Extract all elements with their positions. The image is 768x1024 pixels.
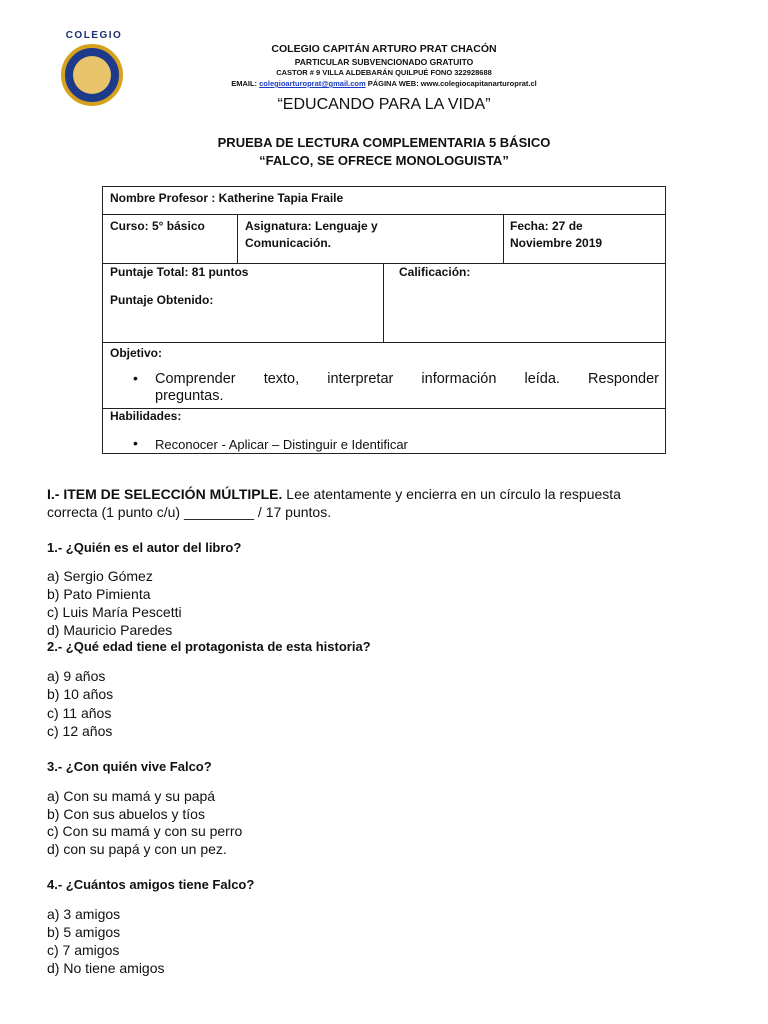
table-divider — [103, 342, 665, 343]
bullet-icon: • — [133, 435, 138, 451]
q4-option-d[interactable]: d) No tiene amigos — [47, 960, 165, 976]
school-name: COLEGIO CAPITÁN ARTURO PRAT CHACÓN — [271, 43, 497, 55]
question-4: 4.- ¿Cuántos amigos tiene Falco? — [47, 877, 255, 892]
objective-line-2: preguntas. — [155, 388, 224, 404]
email-label: EMAIL: — [231, 79, 260, 88]
question-3: 3.- ¿Con quién vive Falco? — [47, 759, 212, 774]
skills-label: Habilidades: — [110, 409, 182, 423]
bullet-icon: • — [133, 370, 138, 386]
test-title: PRUEBA DE LECTURA COMPLEMENTARIA 5 BÁSICO — [217, 135, 551, 150]
objective-line-1: Comprender texto, interpretar información leída. Responder — [155, 371, 659, 387]
q1-option-a[interactable]: a) Sergio Gómez — [47, 568, 153, 584]
skills-text: Reconocer - Aplicar – Distinguir e Identificar — [155, 437, 408, 452]
grade-label: Calificación: — [399, 265, 471, 279]
date-line-2: Noviembre 2019 — [510, 236, 603, 250]
table-divider — [503, 214, 504, 263]
q1-option-b[interactable]: b) Pato Pimienta — [47, 586, 151, 602]
table-divider — [103, 408, 665, 409]
school-logo — [54, 30, 134, 120]
q2-option-a[interactable]: a) 9 años — [47, 668, 106, 684]
q2-option-b[interactable]: b) 10 años — [47, 686, 114, 702]
q4-option-a[interactable]: a) 3 amigos — [47, 906, 121, 922]
q1-option-c[interactable]: c) Luis María Pescetti — [47, 604, 182, 620]
obtained-score: Puntaje Obtenido: — [110, 293, 214, 307]
email-link[interactable]: colegioarturoprat@gmail.com — [259, 79, 366, 88]
logo-word: COLEGIO — [65, 30, 123, 41]
total-score: Puntaje Total: 81 puntos — [110, 265, 249, 279]
course: Curso: 5° básico — [110, 219, 205, 233]
book-title: “FALCO, SE OFRECE MONOLOGUISTA” — [259, 153, 509, 168]
q3-option-a[interactable]: a) Con su mamá y su papá — [47, 788, 216, 804]
q4-option-c[interactable]: c) 7 amigos — [47, 942, 120, 958]
q2-option-c[interactable]: c) 11 años — [47, 705, 112, 721]
date-line-1: Fecha: 27 de — [510, 219, 583, 233]
section-title: I.- ITEM DE SELECCIÓN MÚLTIPLE. — [47, 486, 283, 502]
school-motto: “EDUCANDO PARA LA VIDA” — [277, 96, 491, 113]
info-table — [102, 186, 666, 454]
instructions-line-1: Lee atentamente y encierra en un círculo la respuesta — [282, 486, 621, 502]
table-divider — [237, 214, 238, 263]
question-2: 2.- ¿Qué edad tiene el protagonista de esta historia? — [47, 639, 371, 654]
q4-option-b[interactable]: b) 5 amigos — [47, 924, 121, 940]
section-instructions — [47, 485, 717, 521]
web-text: PÁGINA WEB: www.colegiocapitanarturoprat.cl — [365, 79, 537, 88]
school-seal-icon — [61, 44, 123, 106]
portrait-icon — [73, 56, 111, 94]
q1-option-d[interactable]: d) Mauricio Paredes — [47, 622, 173, 638]
q3-option-c[interactable]: c) Con su mamá y con su perro — [47, 823, 243, 839]
table-divider — [103, 214, 665, 215]
school-contact — [150, 79, 618, 88]
teacher-name: Nombre Profesor : Katherine Tapia Fraile — [110, 191, 344, 205]
school-address: CASTOR # 9 VILLA ALDEBARÁN QUILPUÉ FONO 322928688 — [276, 68, 492, 77]
q3-option-b[interactable]: b) Con sus abuelos y tíos — [47, 806, 205, 822]
subject-line-2: Comunicación. — [245, 236, 332, 250]
objective-label: Objetivo: — [110, 346, 163, 360]
q3-option-d[interactable]: d) con su papá y con un pez. — [47, 841, 227, 857]
subject-line-1: Asignatura: Lenguaje y — [245, 219, 378, 233]
instructions-line-2: correcta (1 punto c/u) _________ / 17 puntos. — [47, 504, 332, 520]
school-type: PARTICULAR SUBVENCIONADO GRATUITO — [294, 57, 474, 67]
question-1: 1.- ¿Quién es el autor del libro? — [47, 540, 242, 555]
q2-option-d[interactable]: c) 12 años — [47, 723, 113, 739]
table-divider — [383, 263, 384, 342]
